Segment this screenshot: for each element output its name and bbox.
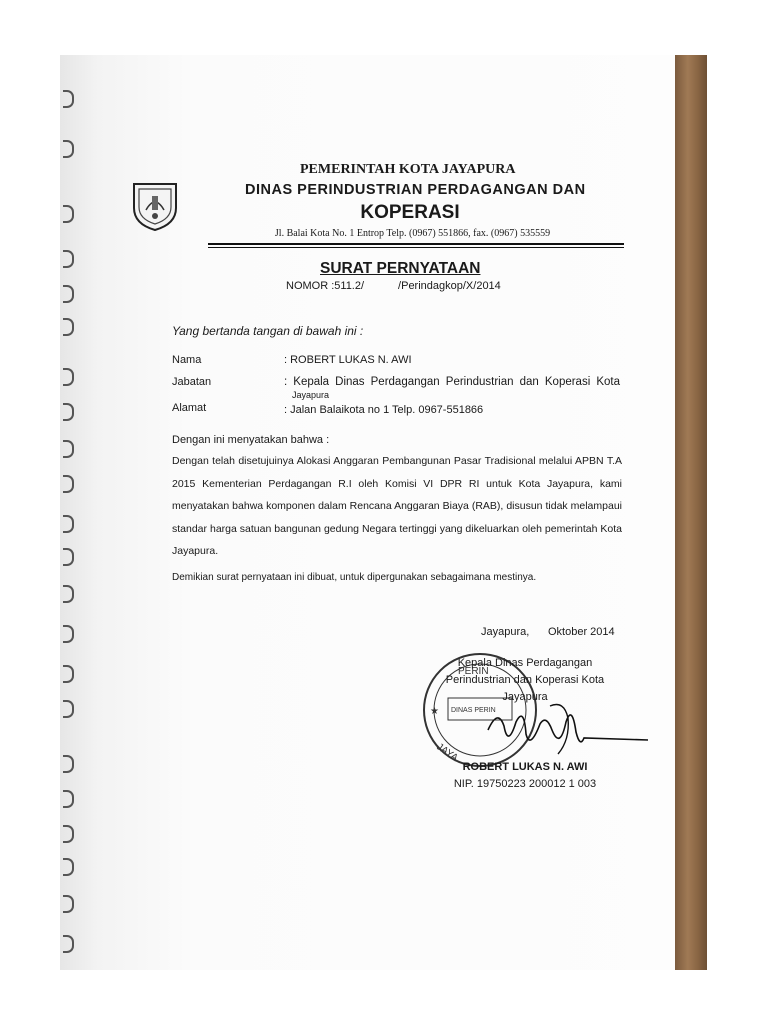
binding-hole [63,700,74,718]
statement-body: Dengan telah disetujuinya Alokasi Anggaran Pembangunan Pasar Tradisional melalui APBN T.A 2015 Kementerian Perdagangan R.I oleh Komisi VI DPR RI untuk Kota Jayapura, kami menyatakan bahwa komponen dalam Rencana Anggaran Biaya (RAB), disusun tidak melampaui standar harga satuan bangunan gedung Negara tertinggi yang dikeluarkan oleh pemerintah Kota Jayapura. [172,455,622,557]
letterhead-address: Jl. Balai Kota No. 1 Entrop Telp. (0967) 551866, fax. (0967) 535559 [274,228,551,239]
signature-place: Jayapura, [481,626,530,638]
signatory-name: ROBERT LUKAS N. AWI [462,761,588,773]
signature-position-line1: Kepala Dinas Perdagangan [457,657,593,669]
signatory-nip: NIP. 19750223 200012 1 003 [453,778,597,790]
closing-text: Demikian surat pernyataan ini dibuat, untuk dipergunakan sebagaimana mestinya. [172,572,537,583]
intro-text: Yang bertanda tangan di bawah ini : [172,324,364,338]
binding-hole [63,755,74,773]
binding-hole [63,368,74,386]
binding-hole [63,440,74,458]
binding-hole [63,318,74,336]
letterhead-rule-thin [208,247,624,248]
signature-position-line3: Jayapura [502,691,548,703]
field-value-alamat: : Jalan Balaikota no 1 Telp. 0967-551866 [284,404,484,416]
field-value-nama: : ROBERT LUKAS N. AWI [284,354,412,366]
field-value-jabatan: : Kepala Dinas Perdagangan Perindustrian dan Koperasi Kota [284,376,620,388]
binding-hole [63,250,74,268]
binding-hole [63,403,74,421]
svg-text:★: ★ [430,706,439,717]
binding-hole [63,90,74,108]
stamp-text-inner: DINAS PERIN [451,707,496,714]
binding-hole [63,285,74,303]
stamp-text-top: PERIN [458,666,489,677]
letterhead-department-line1: DINAS PERINDUSTRIAN PERDAGANGAN DAN [245,182,586,198]
number-suffix: /Perindagkop/X/2014 [398,280,501,292]
signature-position-line2: Perindustrian dan Koperasi Kota [445,674,605,686]
field-value-jabatan-line2: Jayapura [292,390,330,400]
handwritten-signature [480,700,650,760]
field-label-jabatan: Jabatan [172,376,212,388]
letterhead-government: PEMERINTAH KOTA JAYAPURA [300,162,516,177]
binding-hole [63,585,74,603]
document-title: SURAT PERNYATAAN [320,260,481,277]
stamp-text-side: JAYA [434,741,460,764]
binding-hole [63,515,74,533]
binding-hole [63,790,74,808]
binding-hole [63,858,74,876]
binder-spine [675,55,707,970]
binding-hole [63,625,74,643]
field-label-nama: Nama [172,354,202,366]
city-crest-logo [130,180,180,232]
number-prefix: NOMOR :511.2/ [286,280,365,292]
letterhead-rule-thick [208,243,624,245]
binding-hole [63,665,74,683]
field-label-alamat: Alamat [172,402,207,414]
binding-hole [63,140,74,158]
letterhead-department-line2: KOPERASI [360,202,460,223]
binding-hole [63,825,74,843]
binding-hole [63,895,74,913]
binding-hole [63,935,74,953]
statement-intro: Dengan ini menyatakan bahwa : [172,434,330,446]
binding-hole [63,548,74,566]
signature-date: Oktober 2014 [548,626,615,638]
document-number [286,280,501,292]
binding-hole [63,475,74,493]
binding-hole [63,205,74,223]
